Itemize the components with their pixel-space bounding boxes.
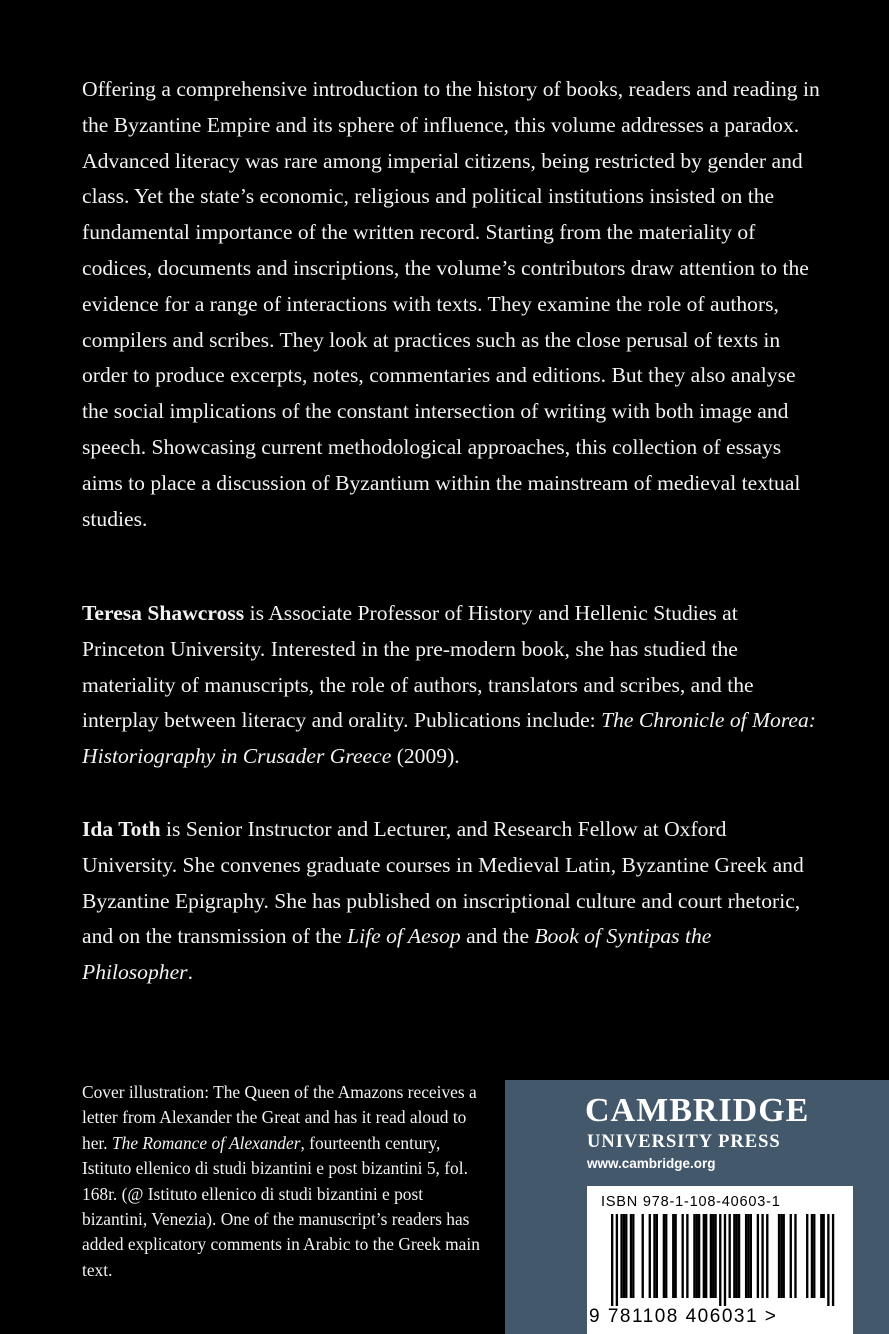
barcode-bar — [733, 1214, 735, 1298]
book-title: The Chronicle of Morea: Historiography in Crusader Greece — [82, 708, 816, 769]
barcode-bar — [832, 1214, 834, 1306]
author-bio-text: is Associate Professor of History and Hellenic Studies at Princeton University. Interested in the pre-modern book, she has studied the materiality of manuscripts, the role of authors, translators and scribes, and the interplay between literacy and orality. Publications include: — [82, 601, 754, 733]
barcode-bar — [623, 1214, 625, 1298]
barcode-bar — [794, 1214, 796, 1298]
barcode-bar — [736, 1214, 738, 1298]
caption-text-2: , fourteenth century, Istituto ellenico di studi bizantini e post bizantini 5, fol. 168r. (@ Istituto ellenico di studi bizantini e post bizantini, Venezia). One of the manuscript’s readers has added explicatory comments in Arabic to the Greek main text. — [82, 1132, 480, 1280]
caption-title: The Romance of Alexander — [111, 1132, 301, 1153]
barcode-bar — [620, 1214, 622, 1298]
barcode-bar — [738, 1214, 740, 1298]
barcode-box — [587, 1186, 853, 1334]
barcode-bar — [747, 1214, 749, 1298]
barcode-bar — [778, 1214, 780, 1298]
description-paragraph: Offering a comprehensive introduction to the history of books, readers and reading in the Byzantine Empire and its sphere of influence, this volume addresses a paradox. Advanced literacy was rare among imperial citizens, being restricted by gender and class. Yet the state’s economic, religious and political institutions insisted on the fundamental importance of the written record. Starting from the materiality of codices, documents and inscriptions, the volume’s contributors draw attention to the evidence for a range of interactions with texts. They examine the role of authors, compilers and scribes. They look at practices such as the close perusal of texts in order to produce excerpts, notes, commentaries and editions. But they also analyse the social implications of the constant intersection of writing with both image and speech. Showcasing current methodological approaches, this collection of essays aims to place a discussion of Byzantium within the mainstream of medieval textual studies. — [82, 77, 820, 531]
barcode-bar — [682, 1214, 684, 1298]
barcode-bar — [703, 1214, 705, 1298]
barcode-bar — [696, 1214, 698, 1298]
author-bio-tail: . — [187, 960, 193, 985]
barcode-bar — [625, 1214, 627, 1298]
barcode-bar — [665, 1214, 667, 1298]
publisher-box — [505, 1080, 889, 1334]
barcode-bar — [761, 1214, 763, 1298]
barcode-bar — [672, 1214, 674, 1298]
publisher-subtitle: UNIVERSITY PRESS — [587, 1132, 781, 1152]
barcode-bar — [714, 1214, 716, 1298]
barcode-bar — [653, 1214, 655, 1298]
barcode-bar — [724, 1214, 726, 1306]
author-bio-tail: (2009). — [391, 744, 460, 769]
book-title: Book of Syntipas the Philosopher — [82, 924, 712, 985]
barcode-icon — [595, 1214, 845, 1306]
barcode-bar — [823, 1214, 825, 1298]
barcode-bar — [712, 1214, 714, 1298]
barcode-bar — [642, 1214, 644, 1298]
barcode-bar — [745, 1214, 747, 1298]
barcode-bar — [632, 1214, 634, 1298]
barcode-bar — [783, 1214, 785, 1298]
author-bio-text: is Senior Instructor and Lecturer, and Research Fellow at Oxford University. She convenes graduate courses in Medieval Latin, Byzantine Greek and Byzantine Epigraphy. She has published on inscriptional culture and court rhetoric, and on the transmission of the — [82, 817, 804, 949]
barcode-bar — [766, 1214, 768, 1298]
barcode-bar — [656, 1214, 658, 1298]
barcode-bar — [693, 1214, 695, 1298]
barcode-bar — [663, 1214, 665, 1298]
barcode-bar — [630, 1214, 632, 1298]
author-bio-mid: and the — [460, 924, 535, 949]
barcode-bar — [705, 1214, 707, 1298]
barcode-bar — [710, 1214, 712, 1298]
author-name: Ida Toth — [82, 817, 161, 841]
book-title: Life of Aesop — [347, 924, 461, 949]
barcode-bar — [719, 1214, 721, 1306]
barcode-bar — [790, 1214, 792, 1298]
barcode-bar — [729, 1214, 731, 1298]
cover-illustration-caption — [82, 1080, 482, 1283]
barcode-bar — [806, 1214, 808, 1298]
barcode-bar — [820, 1214, 822, 1298]
barcode-bar — [616, 1214, 618, 1306]
barcode-bar — [827, 1214, 829, 1306]
barcode-bar — [686, 1214, 688, 1298]
caption-text: Cover illustration: The Queen of the Amazons receives a letter from Alexander the Great and has it read aloud to her. — [82, 1082, 477, 1153]
barcode-bar — [757, 1214, 759, 1298]
barcode-bar — [811, 1214, 813, 1298]
author-bio-ida-toth — [82, 812, 822, 991]
barcode-bar — [698, 1214, 700, 1298]
barcode-bar — [674, 1214, 676, 1298]
ean-digits: 9 781108 406031 > — [589, 1306, 778, 1327]
publisher-url: www.cambridge.org — [587, 1156, 716, 1171]
author-bio-teresa-shawcross — [82, 596, 822, 775]
barcode-bar — [611, 1214, 613, 1306]
barcode-bar — [750, 1214, 752, 1298]
barcode-bar — [649, 1214, 651, 1298]
author-name: Teresa Shawcross — [82, 601, 245, 625]
barcode-bar — [813, 1214, 815, 1298]
barcode-bar — [780, 1214, 782, 1298]
publisher-logo-text: CAMBRIDGE — [585, 1092, 810, 1129]
isbn-label: ISBN 978-1-108-40603-1 — [601, 1194, 781, 1210]
